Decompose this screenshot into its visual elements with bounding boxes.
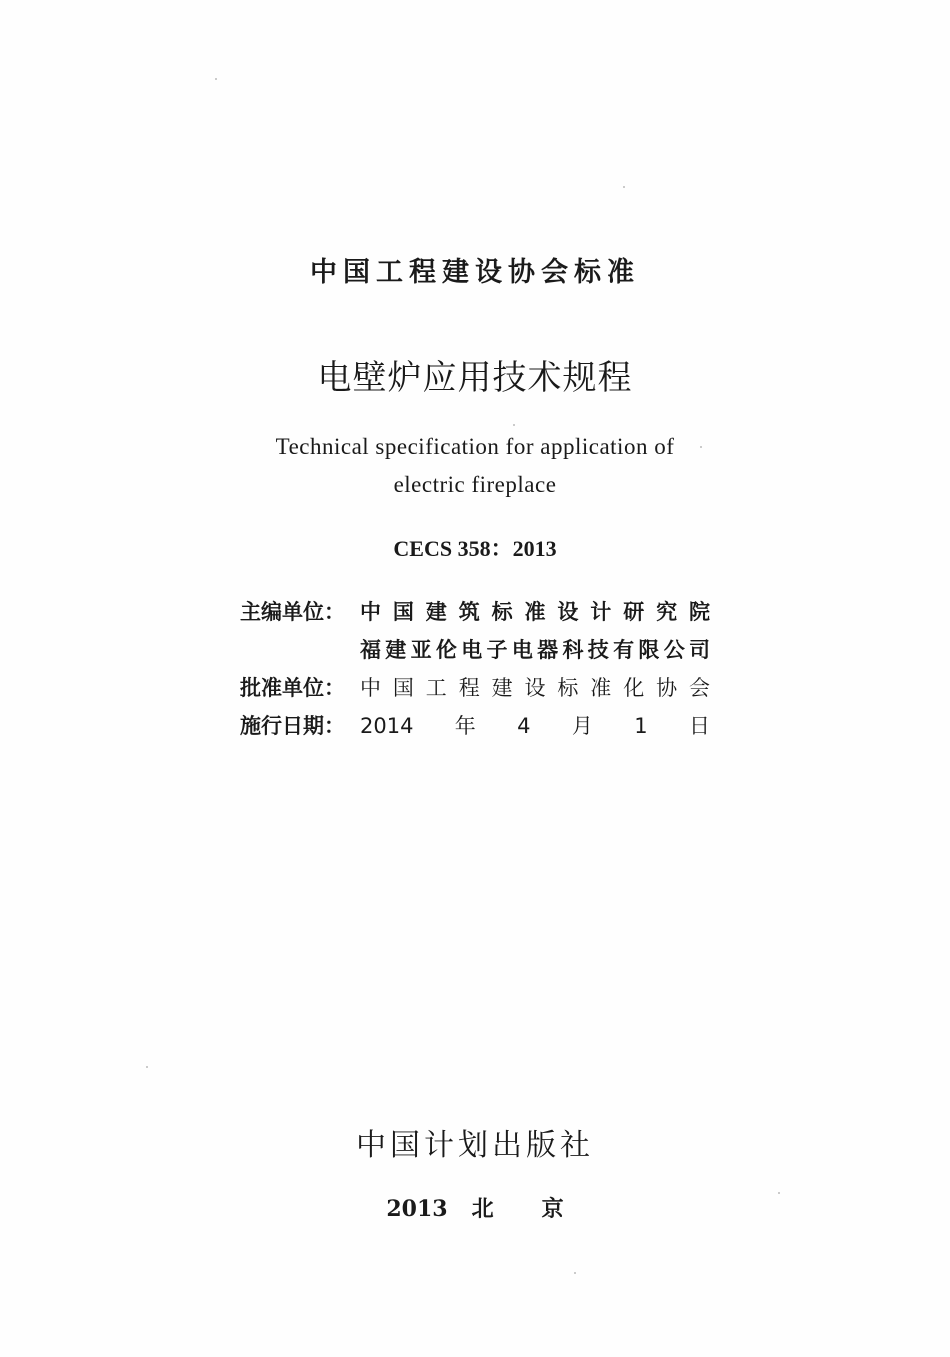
effective-date: 2014年4月1日 bbox=[360, 714, 710, 738]
publisher-name: 中国计划出版社 bbox=[356, 1128, 594, 1163]
editor-unit-2: 福建亚伦电子电器科技有限公司 bbox=[360, 638, 710, 662]
info-block bbox=[240, 593, 710, 745]
editor-label: 主编单位： bbox=[240, 600, 345, 624]
editor-label-spacer bbox=[240, 631, 360, 669]
english-title-line-1: Technical specification for application of bbox=[275, 434, 675, 459]
approver-label: 批准单位： bbox=[240, 676, 345, 700]
chinese-title: 电壁炉应用技术规程 bbox=[317, 358, 633, 398]
editor-unit-1: 中国建筑标准设计研究院 bbox=[360, 600, 710, 624]
approver-row bbox=[240, 669, 710, 707]
editor-row-2 bbox=[240, 631, 710, 669]
series-title: 中国工程建设协会标准 bbox=[310, 257, 640, 288]
scan-speck bbox=[778, 1192, 780, 1194]
scan-speck bbox=[623, 186, 625, 188]
publication-city: 北京 bbox=[471, 1196, 612, 1222]
approver-unit: 中国工程建设标准化协会 bbox=[360, 676, 710, 700]
english-title-line-2: electric fireplace bbox=[393, 472, 557, 497]
standard-code: CECS 358：2013 bbox=[393, 536, 557, 561]
scan-speck bbox=[700, 446, 702, 448]
english-title bbox=[0, 428, 950, 504]
scan-speck bbox=[513, 424, 515, 426]
scan-speck bbox=[215, 78, 217, 80]
date-row bbox=[240, 707, 710, 745]
scan-speck bbox=[574, 1272, 576, 1274]
scan-speck bbox=[146, 1066, 148, 1068]
publication-place bbox=[0, 1192, 950, 1223]
publication-year: 2013 bbox=[386, 1196, 448, 1222]
date-label: 施行日期： bbox=[240, 714, 345, 738]
editor-row bbox=[240, 593, 710, 631]
